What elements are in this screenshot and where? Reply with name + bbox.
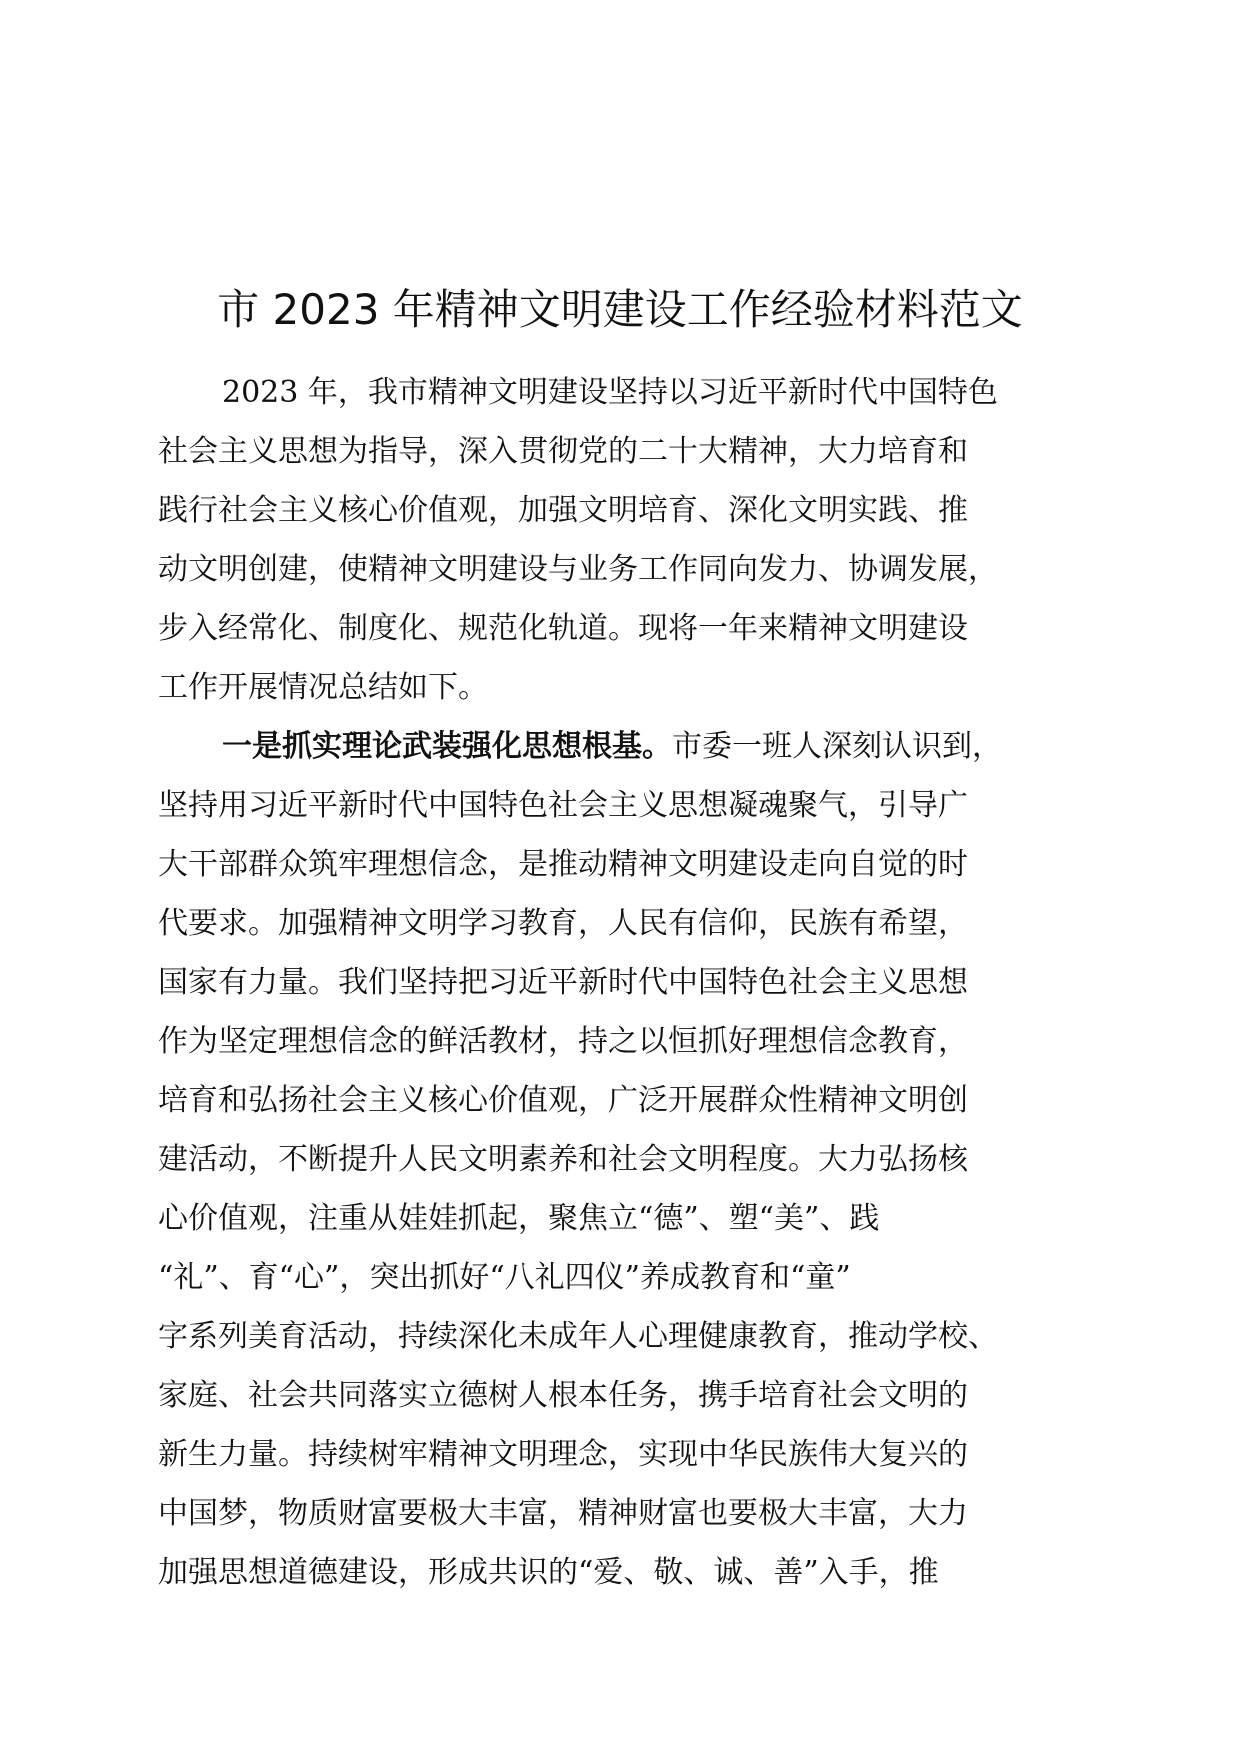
paragraph-2-first-line-text: 市委一班人深刻认识到， <box>672 729 1002 764</box>
paragraph-2-line-4: 代要求。加强精神文明学习教育，人民有信仰，民族有希望， <box>158 906 968 941</box>
document-title: 市 2023 年精神文明建设工作经验材料范文 <box>217 285 1023 334</box>
paragraph-2-line-10: “礼”、育“心”，突出抓好“八礼四仪”养成教育和“童” <box>158 1260 851 1295</box>
paragraph-1-line-3: 践行社会主义核心价值观，加强文明培育、深化文明实践、推 <box>158 493 968 528</box>
paragraph-2-line-2: 坚持用习近平新时代中国特色社会主义思想凝魂聚气，引导广 <box>158 788 968 823</box>
paragraph-2-line-15: 加强思想道德建设，形成共识的“爱、敬、诚、善”入手，推 <box>158 1555 939 1590</box>
paragraph-2-line-9: 心价值观，注重从娃娃抓起，聚焦立“德”、塑“美”、践 <box>158 1201 880 1236</box>
paragraph-2-line-5: 国家有力量。我们坚持把习近平新时代中国特色社会主义思想 <box>158 965 968 1000</box>
paragraph-2-line-7: 培育和弘扬社会主义核心价值观，广泛开展群众性精神文明创 <box>158 1083 968 1118</box>
paragraph-2-line-11: 字系列美育活动，持续深化未成年人心理健康教育，推动学校、 <box>158 1319 998 1354</box>
paragraph-1-line-5: 步入经常化、制度化、规范化轨道。现将一年来精神文明建设 <box>158 611 968 646</box>
paragraph-1-line-6: 工作开展情况总结如下。 <box>158 670 488 705</box>
paragraph-1-line-1: 2023 年，我市精神文明建设坚持以习近平新时代中国特色 <box>222 375 998 410</box>
paragraph-1-line-2: 社会主义思想为指导，深入贯彻党的二十大精神，大力培育和 <box>158 434 968 469</box>
paragraph-1-line-4: 动文明创建，使精神文明建设与业务工作同向发力、协调发展， <box>158 552 998 587</box>
paragraph-2-line-14: 中国梦，物质财富要极大丰富，精神财富也要极大丰富，大力 <box>158 1496 968 1531</box>
paragraph-2-line-12: 家庭、社会共同落实立德树人根本任务，携手培育社会文明的 <box>158 1378 968 1413</box>
paragraph-2-line-1 <box>158 717 1070 776</box>
paragraph-2-lead-heading: 一是抓实理论武装强化思想根基。 <box>222 729 672 764</box>
paragraph-2-line-8: 建活动，不断提升人民文明素养和社会文明程度。大力弘扬核 <box>158 1142 968 1177</box>
document-body <box>158 363 1070 1602</box>
paragraph-2-line-6: 作为坚定理想信念的鲜活教材，持之以恒抓好理想信念教育， <box>158 1024 968 1059</box>
paragraph-2-line-13: 新生力量。持续树牢精神文明理念，实现中华民族伟大复兴的 <box>158 1437 968 1472</box>
paragraph-2-line-3: 大干部群众筑牢理想信念，是推动精神文明建设走向自觉的时 <box>158 847 968 882</box>
